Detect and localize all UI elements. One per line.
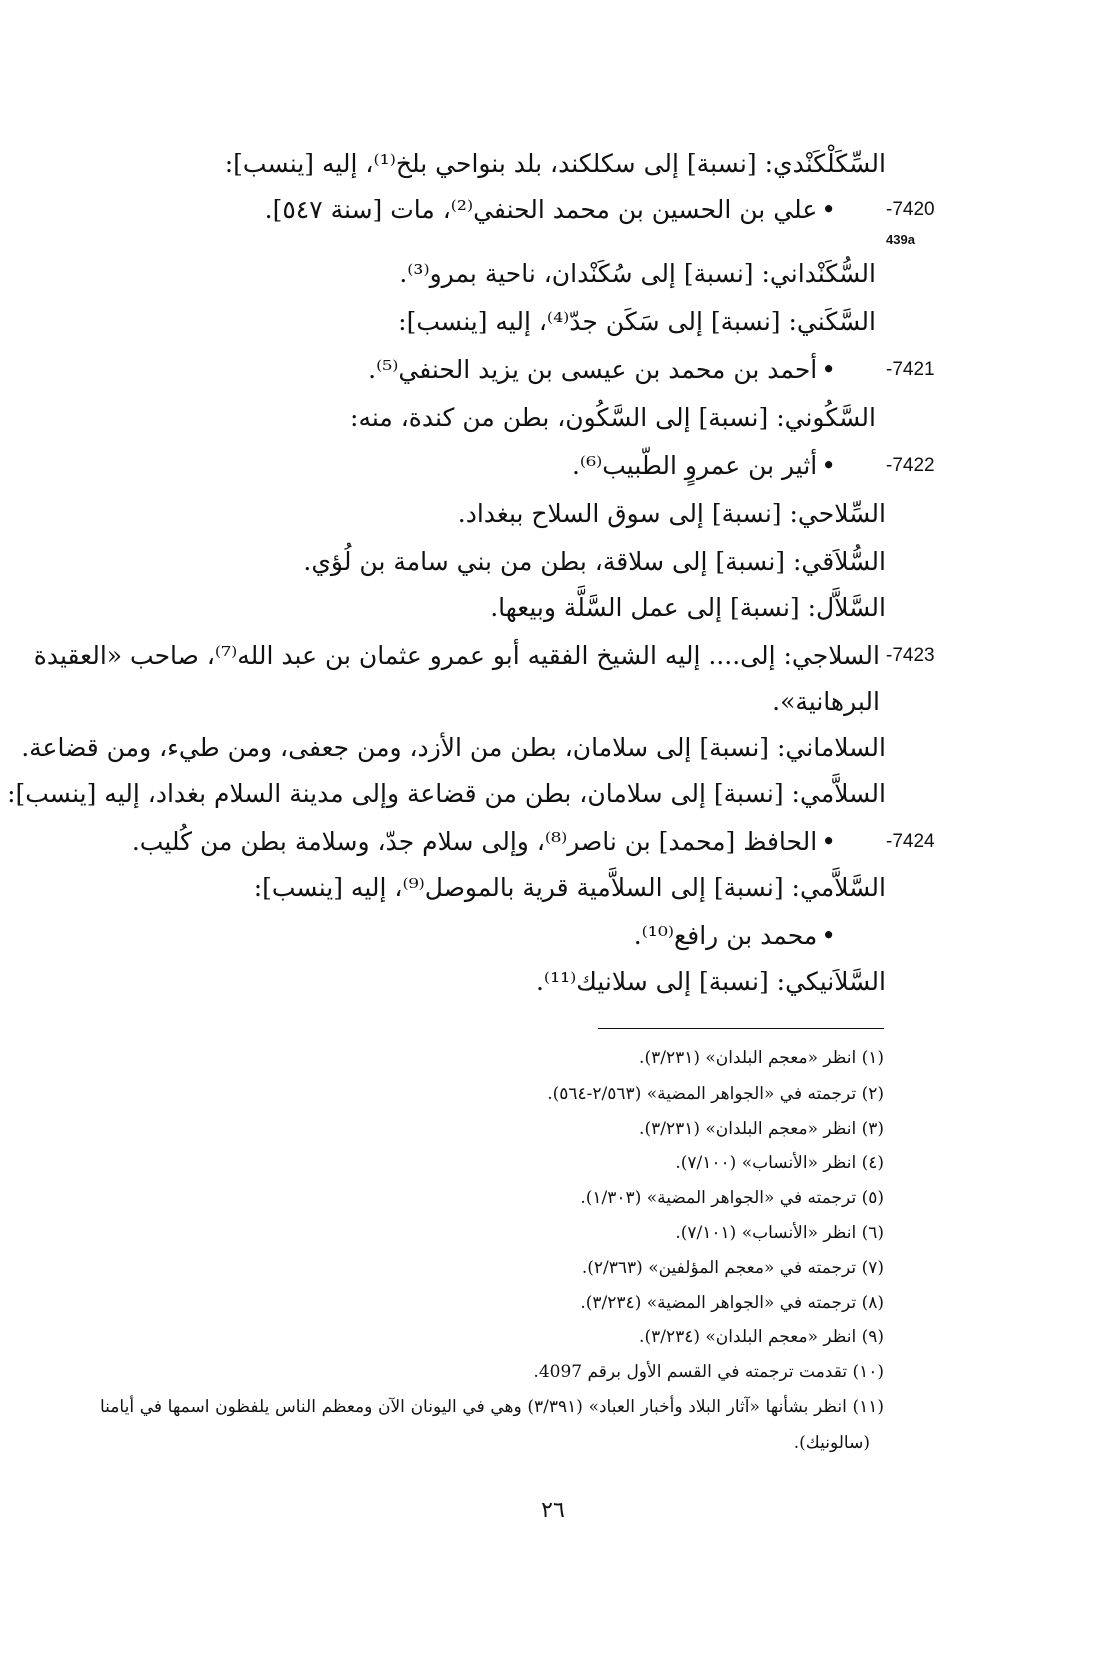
footnote: (٤) انظر «الأنساب» (٧/١٠٠). <box>675 1153 884 1173</box>
entry-heading-sikalkandi: السِّكَلْكَنْدي: [نسبة] إلى سكلكند، بلد بنواحي بلخ⁽¹⁾، إليه [ينسب]: <box>224 149 886 178</box>
page-number: ٢٦ <box>541 1498 565 1523</box>
entry-number: -7421 <box>886 359 935 380</box>
entry-heading-sulaqi: السُّلاَقي: [نسبة] إلى سلاقة، بطن من بني سامة بن لُؤي. <box>303 547 886 576</box>
footnote: (٩) انظر «معجم البلدان» (٣/٢٣٤). <box>639 1327 884 1347</box>
entry-number: -7420 <box>886 199 935 220</box>
entry-heading-salaniki: السَّلاَنيكي: [نسبة] إلى سلانيك⁽¹¹⁾. <box>535 967 886 996</box>
bullet-icon: • <box>821 355 836 384</box>
entry-number: -7424 <box>886 831 935 852</box>
entry-heading-sukandani: السُّكَنْداني: [نسبة] إلى سُكَنْدان، ناحية بمرو⁽³⁾. <box>399 259 876 288</box>
entry-heading-silaji: السلاجي: إلى.... إليه الشيخ الفقيه أبو عمرو عثمان بن عبد الله⁽⁷⁾، صاحب «العقيدة <box>33 641 880 670</box>
footnote: (١١) انظر بشأنها «آثار البلاد وأخبار العباد» (٣/٣٩١) وهي في اليونان الآن ومعظم الناس يلفظون اسمها في أيامنا <box>100 1397 885 1417</box>
footnote-continuation: (سالونيك). <box>793 1433 870 1453</box>
footnote: (٣) انظر «معجم البلدان» (٣/٢٣١). <box>639 1119 884 1139</box>
footnote: (١٠) تقدمت ترجمته في القسم الأول برقم 4097. <box>533 1362 884 1382</box>
footnote: (٧) ترجمته في «معجم المؤلفين» (٢/٣٦٣). <box>581 1258 884 1278</box>
footnote: (٥) ترجمته في «الجواهر المضية» (١/٣٠٣). <box>580 1188 884 1208</box>
entry-person: •أحمد بن محمد بن عيسى بن يزيد الحنفي⁽⁵⁾. <box>368 355 836 384</box>
entry-number: -7422 <box>886 455 935 476</box>
entry-person: •محمد بن رافع⁽¹⁰⁾. <box>633 921 836 950</box>
bullet-icon: • <box>821 195 836 224</box>
entry-heading-sallami: السلاَّمي: [نسبة] إلى سلامان، بطن من قضاعة وإلى مدينة السلام بغداد، إليه [ينسب]: <box>7 779 886 808</box>
footnote: (٢) ترجمته في «الجواهر المضية» (٢/٥٦٣-٥٦٤). <box>547 1084 884 1104</box>
entry-heading-sakani: السَّكَني: [نسبة] إلى سَكَن جدّ⁽⁴⁾، إليه [ينسب]: <box>398 307 876 336</box>
entry-person: •أثير بن عمروٍ الطّبيب⁽⁶⁾. <box>571 451 836 480</box>
entry-number: -7423 <box>886 645 935 666</box>
folio-marker: 439a <box>886 232 915 247</box>
entry-heading-salamani: السلاماني: [نسبة] إلى سلامان، بطن من الأزد، ومن جعفى، ومن طيء، ومن قضاعة. <box>21 733 886 762</box>
entry-continuation: البرهانية». <box>772 687 880 716</box>
entry-heading-silahi: السِّلاحي: [نسبة] إلى سوق السلاح ببغداد. <box>457 499 886 528</box>
bullet-icon: • <box>821 451 836 480</box>
entry-heading-sallal: السَّلاَّل: [نسبة] إلى عمل السَّلَّة وبيعها. <box>490 593 886 622</box>
bullet-icon: • <box>821 921 836 950</box>
entry-heading-sallami-mosul: السَّلاَّمي: [نسبة] إلى السلاَّمية قرية بالموصل⁽⁹⁾، إليه [ينسب]: <box>253 873 886 902</box>
entry-person: •علي بن الحسين بن محمد الحنفي⁽²⁾، مات [سنة ٥٤٧]. <box>264 195 836 224</box>
footnote: (٨) ترجمته في «الجواهر المضية» (٣/٢٣٤). <box>580 1293 884 1313</box>
footnote: (١) انظر «معجم البلدان» (٣/٢٣١). <box>639 1048 884 1068</box>
footnote-separator <box>598 1028 884 1029</box>
footnote: (٦) انظر «الأنساب» (٧/١٠١). <box>675 1223 884 1243</box>
bullet-icon: • <box>821 827 836 856</box>
entry-person: •الحافظ [محمد] بن ناصر⁽⁸⁾، وإلى سلام جدّ، وسلامة بطن من كُليب. <box>131 827 836 856</box>
entry-heading-sakuni: السَّكُوني: [نسبة] إلى السَّكُون، بطن من كندة، منه: <box>350 403 876 432</box>
